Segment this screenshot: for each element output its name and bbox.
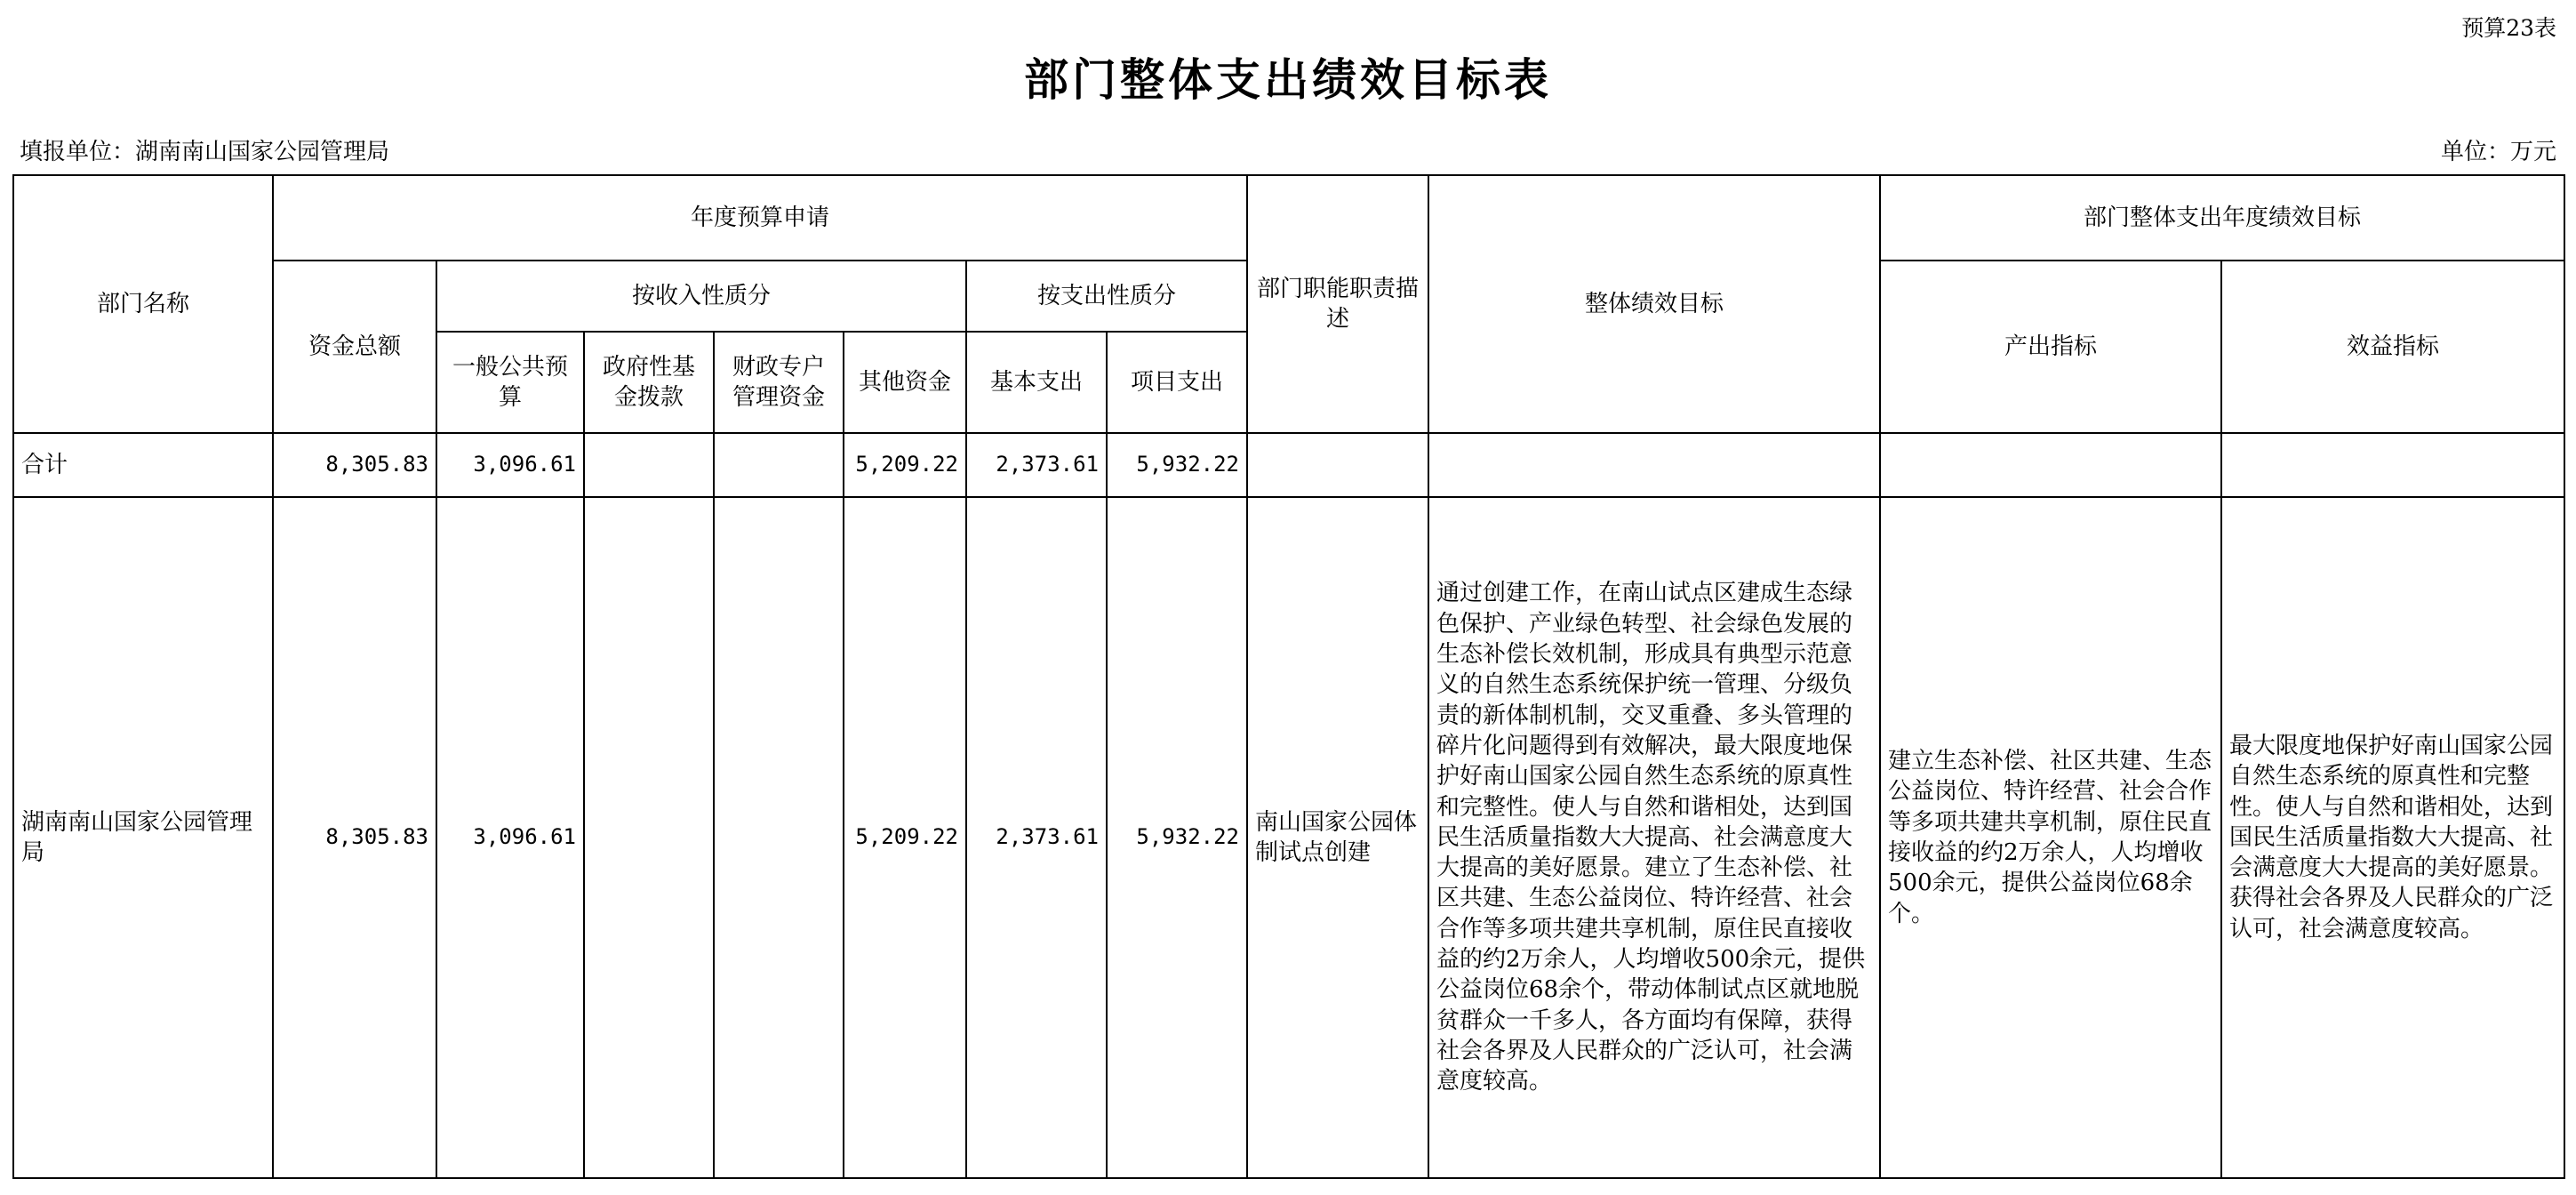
- dept-fiscal-special-cell: [714, 497, 844, 1178]
- header-total-funds: 资金总额: [273, 261, 436, 433]
- dept-overall-goal-cell: 通过创建工作，在南山试点区建成生态绿色保护、产业绿色转型、社会绿色发展的生态补偿长效机制，形成具有典型示范意义的自然生态系统保护统一管理、分级负责的新体制机制，交叉重叠、多头管理的碎片化问题得到有效解决，最大限度地保护好南山国家公园自然生态系统的原真性和完整性。使人与自然和谐相处，达到国民生活质量指数大大提高、社会满意度大大提高的美好愿景。建立了生态补偿、社区共建、生态公益岗位、特许经营、社会合作等多项共建共享机制，原住民直接收益的约2万余人，人均增收500余元，提供公益岗位68余个，带动体制试点区就地脱贫群众一千多人，各方面均有保障，获得社会各界及人民群众的广泛认可，社会满意度较高。: [1428, 497, 1880, 1178]
- total-project-exp-cell: 5,932.22: [1107, 433, 1247, 497]
- dept-other-funds-cell: 5,209.22: [844, 497, 966, 1178]
- dept-benefit-indicator-cell: 最大限度地保护好南山国家公园自然生态系统的原真性和完整性。使人与自然和谐相处，达到国民生活质量指数大大提高、社会满意度大大提高的美好愿景。获得社会各界及人民群众的广泛认可，社会满意度较高。: [2221, 497, 2564, 1178]
- total-benefit-cell: [2221, 433, 2564, 497]
- header-annual-target: 部门整体支出年度绩效目标: [1880, 175, 2564, 261]
- currency-unit: 单位：万元: [2440, 139, 2556, 165]
- total-duty-desc-cell: [1247, 433, 1428, 497]
- header-annual-budget: 年度预算申请: [273, 175, 1247, 261]
- header-dept-name: 部门名称: [13, 175, 273, 433]
- total-other-funds-cell: 5,209.22: [844, 433, 966, 497]
- performance-table: [12, 174, 2565, 1179]
- dept-output-indicator-cell: 建立生态补偿、社区共建、生态公益岗位、特许经营、社会合作等多项共建共享机制，原住民直接收益的约2万余人，人均增收500余元，提供公益岗位68余个。: [1880, 497, 2221, 1178]
- header-general-budget: 一般公共预算: [436, 332, 584, 433]
- page-title: 部门整体支出绩效目标表: [1024, 53, 1552, 106]
- dept-name-cell: 湖南南山国家公园管理局: [13, 497, 273, 1178]
- total-gov-fund-cell: [584, 433, 714, 497]
- header-output-indicator: 产出指标: [1880, 261, 2221, 433]
- header-gov-fund: 政府性基金拨款: [584, 332, 714, 433]
- header-by-expense: 按支出性质分: [966, 261, 1247, 332]
- dept-project-exp-cell: 5,932.22: [1107, 497, 1247, 1178]
- reporting-unit: 填报单位：湖南南山国家公园管理局: [20, 139, 390, 165]
- dept-basic-exp-cell: 2,373.61: [966, 497, 1107, 1178]
- dept-gov-fund-cell: [584, 497, 714, 1178]
- header-overall-goal: 整体绩效目标: [1428, 175, 1880, 433]
- total-label: 合计: [13, 433, 273, 497]
- dept-total-funds-cell: 8,305.83: [273, 497, 436, 1178]
- total-basic-exp-cell: 2,373.61: [966, 433, 1107, 497]
- header-by-income: 按收入性质分: [436, 261, 966, 332]
- header-benefit-indicator: 效益指标: [2221, 261, 2564, 433]
- header-basic-exp: 基本支出: [966, 332, 1107, 433]
- total-fiscal-special-cell: [714, 433, 844, 497]
- header-duty-desc: 部门职能职责描述: [1247, 175, 1428, 433]
- header-other-funds: 其他资金: [844, 332, 966, 433]
- header-fiscal-special: 财政专户管理资金: [714, 332, 844, 433]
- total-overall-goal-cell: [1428, 433, 1880, 497]
- total-funds-cell: 8,305.83: [273, 433, 436, 497]
- total-output-cell: [1880, 433, 2221, 497]
- dept-general-budget-cell: 3,096.61: [436, 497, 584, 1178]
- dept-duty-desc-cell: 南山国家公园体制试点创建: [1247, 497, 1428, 1178]
- header-project-exp: 项目支出: [1107, 332, 1247, 433]
- table-row-dept: [13, 497, 2564, 1178]
- table-row-total: [13, 433, 2564, 497]
- total-general-budget-cell: 3,096.61: [436, 433, 584, 497]
- table-code: 预算23表: [2461, 15, 2556, 41]
